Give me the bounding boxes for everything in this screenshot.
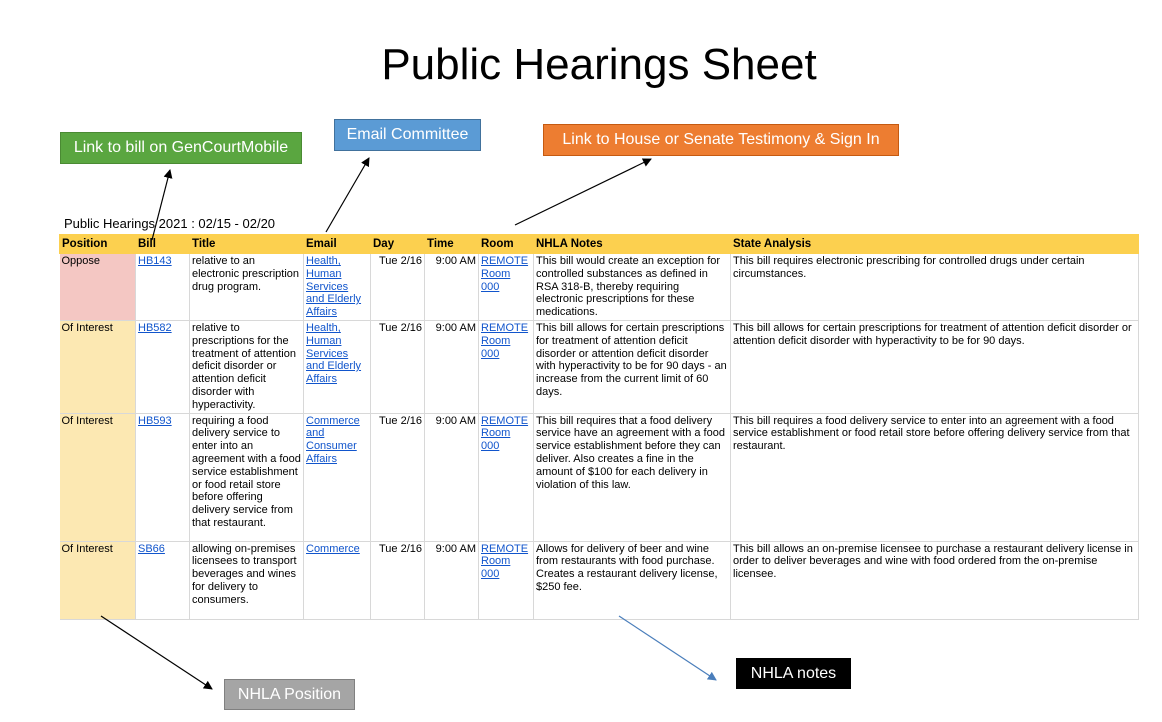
email-committee-link[interactable]: Health, Human Services and Elderly Affairs	[304, 320, 371, 413]
testimony-callout: Link to House or Senate Testimony & Sign In	[543, 124, 899, 156]
bill-link[interactable]: HB143	[136, 254, 190, 321]
day-cell[interactable]: Tue 2/16	[371, 541, 425, 619]
day-cell[interactable]: Tue 2/16	[371, 320, 425, 413]
day-cell[interactable]: Tue 2/16	[371, 413, 425, 541]
time-cell[interactable]: 9:00 AM	[425, 254, 479, 321]
email-committee-callout: Email Committee	[334, 119, 481, 151]
day-cell[interactable]: Tue 2/16	[371, 254, 425, 321]
time-cell[interactable]: 9:00 AM	[425, 541, 479, 619]
nhla-notes-callout: NHLA notes	[736, 658, 851, 689]
room-link[interactable]: REMOTE Room 000	[479, 413, 534, 541]
nhla-position-callout: NHLA Position	[224, 679, 355, 710]
time-cell[interactable]: 9:00 AM	[425, 413, 479, 541]
state-analysis-cell[interactable]: This bill allows for certain prescriptions for treatment of attention deficit disorder or attention deficit disorder with hyperactivity to be for 90 days.	[731, 320, 1139, 413]
room-link[interactable]: REMOTE Room 000	[479, 320, 534, 413]
title-cell[interactable]: relative to an electronic prescription drug program.	[190, 254, 304, 321]
position-cell[interactable]: Of Interest	[60, 413, 136, 541]
state-analysis-cell[interactable]: This bill allows an on-premise licensee to purchase a restaurant delivery license in order to deliver beverages and wine with food ordered from the on-premise licensee.	[731, 541, 1139, 619]
col-header-title[interactable]: Title	[190, 235, 304, 254]
title-cell[interactable]: relative to prescriptions for the treatment of attention deficit disorder or attention deficit disorder with hyperactivity.	[190, 320, 304, 413]
nhla-notes-cell[interactable]: This bill allows for certain prescriptions for treatment of attention deficit disorder or attention deficit disorder with hyperactivity to be for 90 days - an increase from the current limit of 60 days.	[534, 320, 731, 413]
bill-link[interactable]: HB593	[136, 413, 190, 541]
position-cell[interactable]: Of Interest	[60, 541, 136, 619]
position-cell[interactable]: Of Interest	[60, 320, 136, 413]
nhla-notes-cell[interactable]: Allows for delivery of beer and wine from restaurants with food purchase. Creates a restaurant delivery license, $250 fee.	[534, 541, 731, 619]
arrow-to-position-callout	[101, 616, 212, 689]
col-header-nhla-notes[interactable]: NHLA Notes	[534, 235, 731, 254]
arrow-to-notes-callout	[619, 616, 716, 680]
room-link[interactable]: REMOTE Room 000	[479, 541, 534, 619]
nhla-notes-cell[interactable]: This bill would create an exception for controlled substances as defined in RSA 318-B, thereby requiring electronic prescriptions for these medications.	[534, 254, 731, 321]
email-committee-link[interactable]: Health, Human Services and Elderly Affairs	[304, 254, 371, 321]
col-header-time[interactable]: Time	[425, 235, 479, 254]
col-header-room[interactable]: Room	[479, 235, 534, 254]
col-header-email[interactable]: Email	[304, 235, 371, 254]
col-header-position[interactable]: Position	[60, 235, 136, 254]
col-header-bill[interactable]: Bill	[136, 235, 190, 254]
email-committee-link[interactable]: Commerce	[304, 541, 371, 619]
arrow-to-bill-callout	[152, 170, 170, 240]
bill-link[interactable]: HB582	[136, 320, 190, 413]
arrow-to-email-callout	[326, 158, 369, 232]
time-cell[interactable]: 9:00 AM	[425, 320, 479, 413]
state-analysis-cell[interactable]: This bill requires electronic prescribing for controlled drugs under certain circumstances.	[731, 254, 1139, 321]
title-cell[interactable]: allowing on-premises licensees to transport beverages and wines for delivery to consumers.	[190, 541, 304, 619]
arrow-to-testimony-callout	[515, 159, 651, 225]
position-cell[interactable]: Oppose	[60, 254, 136, 321]
state-analysis-cell[interactable]: This bill requires a food delivery service to enter into an agreement with a food service establishment or food retail store before offering delivery service from that restaurant.	[731, 413, 1139, 541]
bill-link-callout: Link to bill on GenCourtMobile	[60, 132, 302, 164]
title-cell[interactable]: requiring a food delivery service to enter into an agreement with a food service establishment or food retail store before offering delivery service from that restaurant.	[190, 413, 304, 541]
email-committee-link[interactable]: Commerce and Consumer Affairs	[304, 413, 371, 541]
room-link[interactable]: REMOTE Room 000	[479, 254, 534, 321]
col-header-state-analysis[interactable]: State Analysis	[731, 235, 1139, 254]
sheet-caption: Public Hearings 2021 : 02/15 - 02/20	[64, 216, 276, 231]
page-title: Public Hearings Sheet	[381, 40, 817, 89]
col-header-day[interactable]: Day	[371, 235, 425, 254]
bill-link[interactable]: SB66	[136, 541, 190, 619]
nhla-notes-cell[interactable]: This bill requires that a food delivery service have an agreement with a food service establishment before they can deliver. Also creates a fine in the amount of $100 for each delivery in violation of this law.	[534, 413, 731, 541]
